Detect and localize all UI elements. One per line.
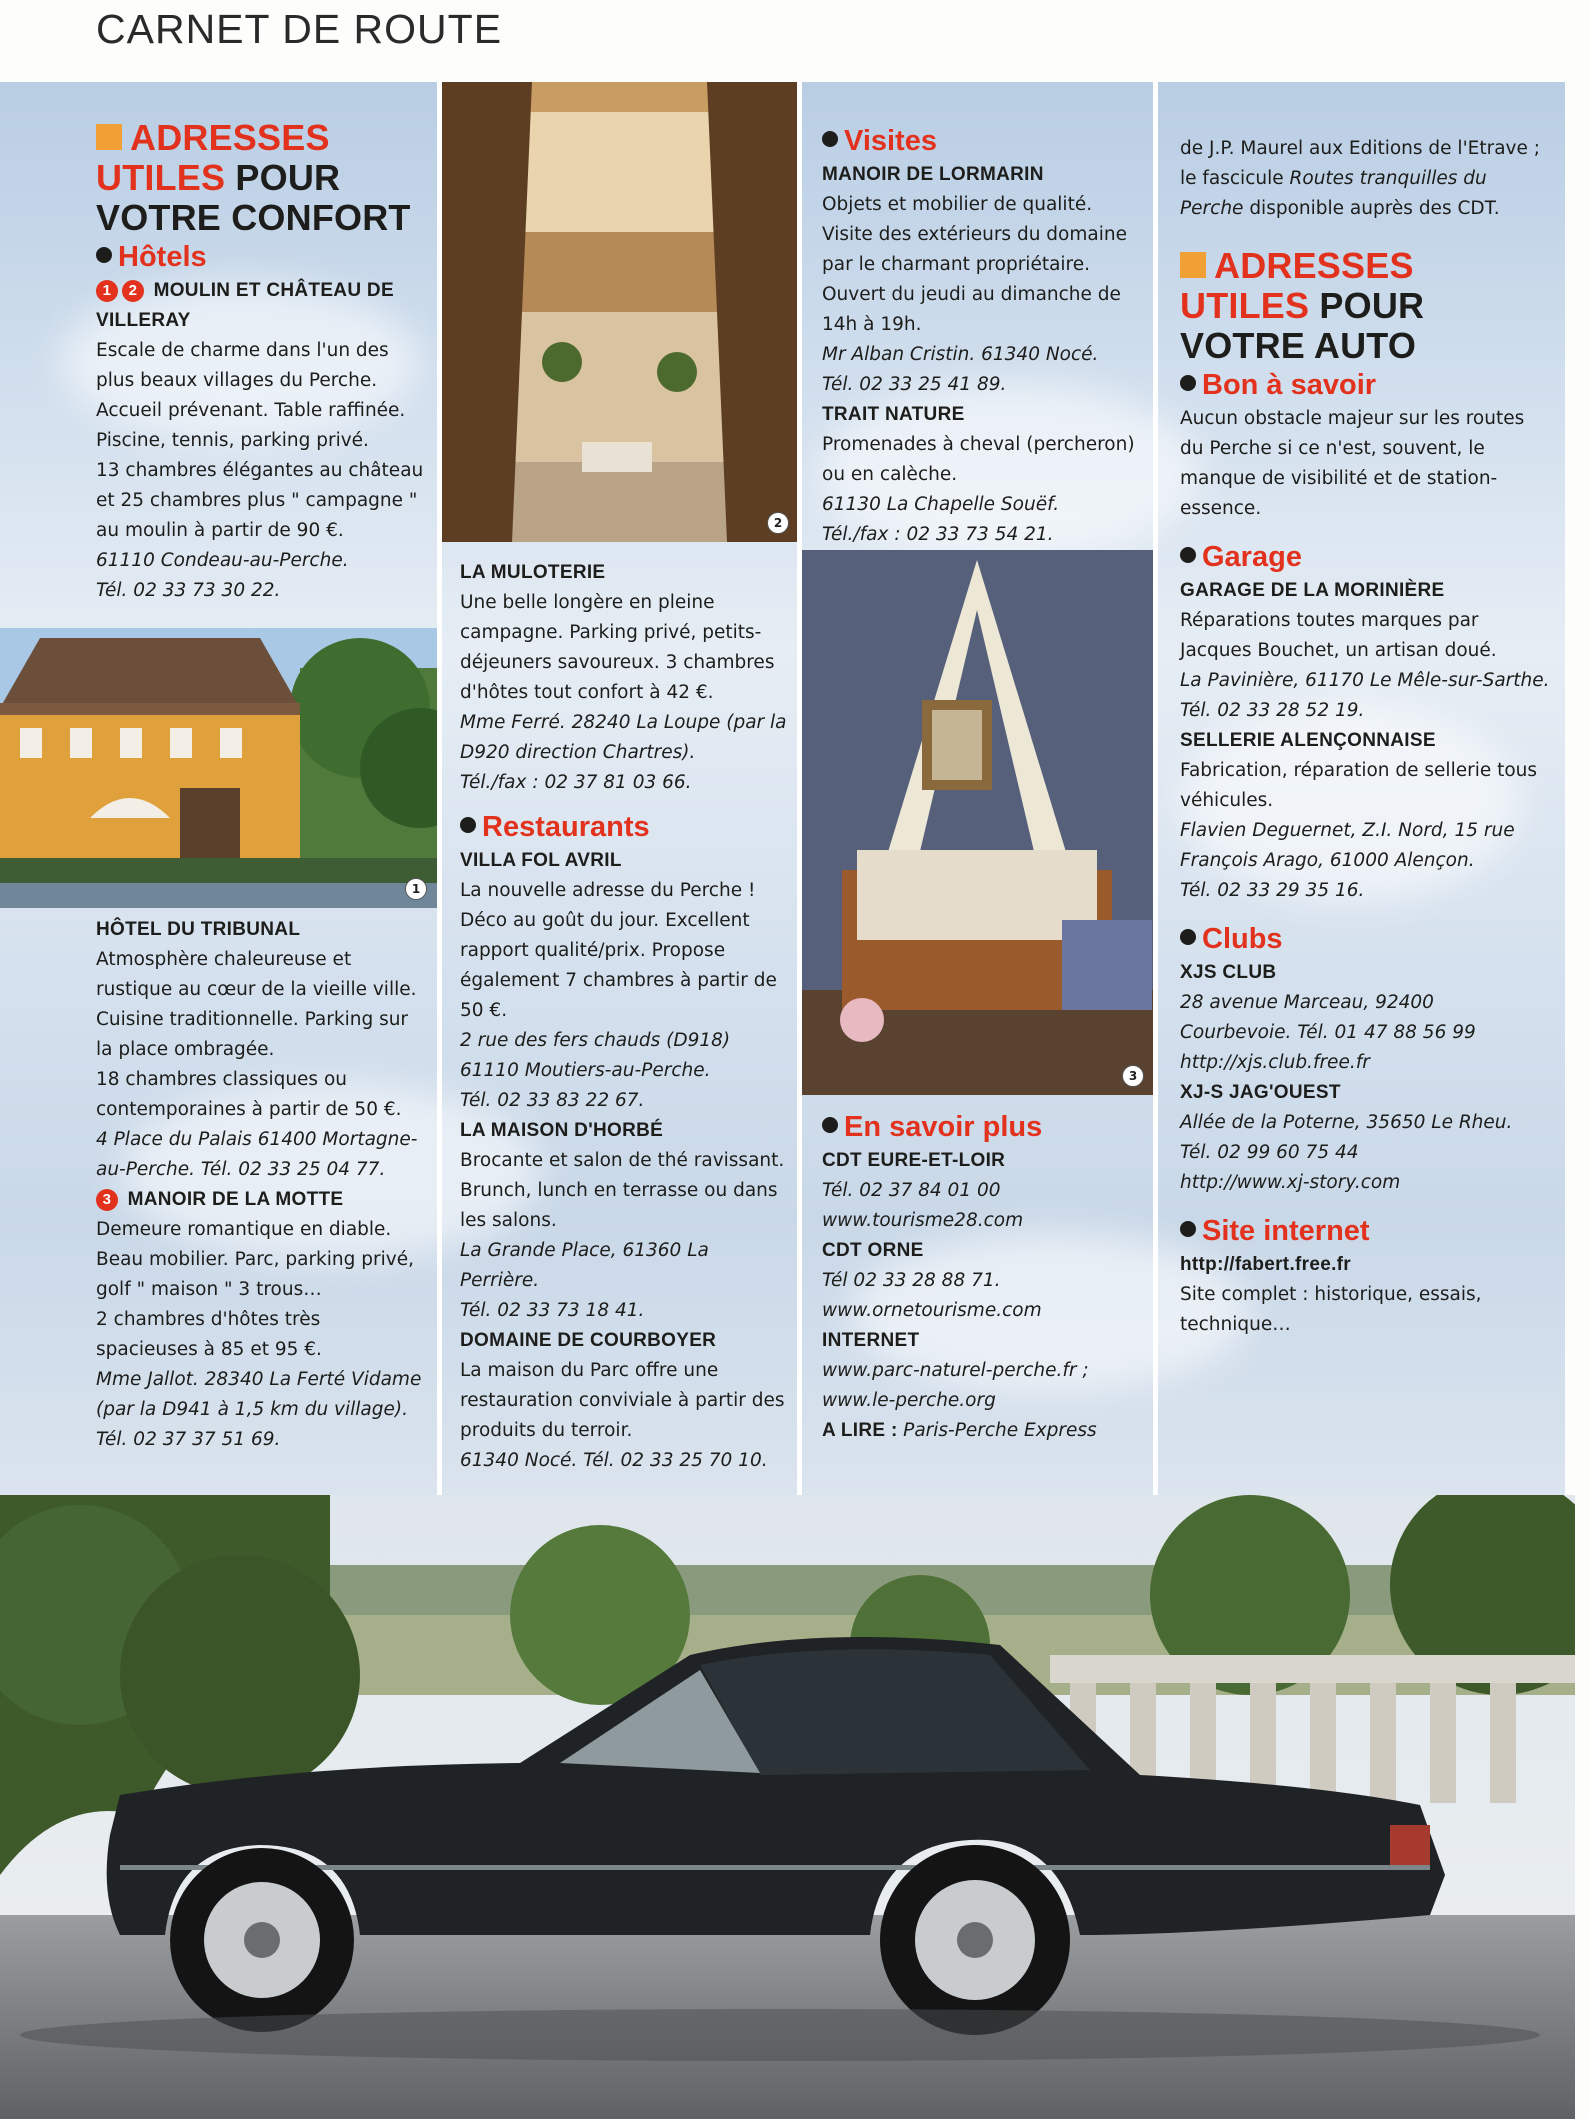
photo-jaguar-landscape: [0, 1495, 1575, 2119]
entry-title-eure: CDT EURE-ET-LOIR: [822, 1150, 1006, 1171]
column-restaurants: [460, 558, 790, 1476]
column-divider: [1153, 82, 1158, 1502]
entry-address: 4 Place du Palais 61400 Mortagne-au-Perche. Tél. 02 33 25 04 77.: [96, 1129, 418, 1180]
entry-text: 2 chambres d'hôtes très spacieuses à 85 et 95 €.: [96, 1309, 322, 1360]
bullet-dot-icon: [460, 817, 476, 833]
entry-address: Mme Ferré. 28240 La Loupe (par la D920 direction Chartres).: [460, 712, 787, 763]
jaguar-xjs-illustration: [0, 1495, 1575, 2119]
entry-title-moriniere: GARAGE DE LA MORINIÈRE: [1180, 580, 1445, 601]
photo-number: 3: [1122, 1065, 1144, 1087]
column-confort: [96, 118, 426, 606]
entry-title-orne: CDT ORNE: [822, 1240, 924, 1261]
entry-text: Escale de charme dans l'un des plus beaux villages du Perche. Accueil prévenant. Table raffinée. Piscine, tennis, parking privé.: [96, 340, 406, 451]
photo-number: 1: [405, 878, 427, 900]
entry-address: Flavien Deguernet, Z.I. Nord, 15 rue François Arago, 61000 Alençon.: [1180, 820, 1515, 871]
entry-text: Atmosphère chaleureuse et rustique au cœur de la vieille ville. Cuisine traditionnelle. Parking sur la place ombragée.: [96, 949, 417, 1060]
entry-text: 18 chambres classiques ou contemporaines à partir de 50 €.: [96, 1069, 402, 1120]
entry-phone: Tél. 02 33 73 18 41.: [460, 1300, 645, 1321]
entry-title-sellerie: SELLERIE ALENÇONNAISE: [1180, 730, 1436, 751]
entry-phone: Tél. 02 33 25 41 89.: [822, 374, 1007, 395]
entry-link[interactable]: www.le-perche.org: [822, 1390, 996, 1411]
entry-title-moulin: 1 2 MOULIN ET CHÂTEAU DE VILLERAY: [96, 280, 394, 331]
entry-text: Promenades à cheval (percheron) ou en calèche.: [822, 434, 1135, 485]
entry-phone: Tél. 02 33 29 35 16.: [1180, 880, 1365, 901]
entry-text: Site complet : historique, essais, technique…: [1180, 1284, 1482, 1335]
entry-title-villa: VILLA FOL AVRIL: [460, 850, 622, 871]
entry-text: le fascicule Routes tranquilles du Perche disponible auprès des CDT.: [1180, 168, 1500, 219]
subheading-restaurants: Restaurants: [460, 808, 790, 846]
bullet-dot-icon: [1180, 929, 1196, 945]
entry-text: Une belle longère en pleine campagne. Parking privé, petits-déjeuners savoureux. 3 chambres d'hôtes tout confort à 42 €.: [460, 592, 775, 703]
column-auto: [1180, 134, 1550, 1340]
subheading-clubs: Clubs: [1180, 920, 1550, 958]
entry-address: Allée de la Poterne, 35650 Le Rheu.: [1180, 1112, 1513, 1133]
bullet-dot-icon: [822, 131, 838, 147]
entry-address: 2 rue des fers chauds (D918) 61110 Moutiers-au-Perche.: [460, 1030, 731, 1081]
interior-illustration: [442, 82, 797, 542]
entry-text: Objets et mobilier de qualité. Visite des extérieurs du domaine par le charmant propriétaire. Ouvert du jeudi au dimanche de 14h à 19h.: [822, 194, 1127, 335]
entry-title-lormarin: MANOIR DE LORMARIN: [822, 164, 1044, 185]
column-confort-lower: [96, 915, 426, 1455]
photo-number: 2: [767, 512, 789, 534]
bullet-dot-icon: [822, 1117, 838, 1133]
entry-phone: Tél. 02 33 83 22 67.: [460, 1090, 645, 1111]
entry-title-horbe: LA MAISON D'HORBÉ: [460, 1120, 664, 1141]
column-visites: [822, 122, 1147, 550]
entry-text: Réparations toutes marques par Jacques Bouchet, un artisan doué.: [1180, 610, 1497, 661]
entry-title-motte: 3 MANOIR DE LA MOTTE: [96, 1185, 426, 1215]
bullet-dot-icon: [1180, 375, 1196, 391]
entry-phone: Tél. 02 37 84 01 00: [822, 1180, 1001, 1201]
entry-text: Brocante et salon de thé ravissant. Brunch, lunch en terrasse ou dans les salons.: [460, 1150, 785, 1231]
entry-link[interactable]: http://xjs.club.free.fr: [1180, 1052, 1370, 1073]
orange-square-icon: [96, 124, 122, 150]
bullet-dot-icon: [1180, 547, 1196, 563]
bullet-dot-icon: [1180, 1221, 1196, 1237]
entry-address: Mr Alban Cristin. 61340 Nocé.: [822, 344, 1099, 365]
entry-title-jag: XJ-S JAG'OUEST: [1180, 1082, 1341, 1103]
photo-interior-curtains: [442, 82, 797, 542]
entry-address: Mme Jallot. 28340 La Ferté Vidame (par la D941 à 1,5 km du village).: [96, 1369, 422, 1420]
entry-address: 61340 Nocé. Tél. 02 33 25 70 10.: [460, 1450, 768, 1471]
entry-title-courboyer: DOMAINE DE COURBOYER: [460, 1330, 717, 1351]
entry-title-tribunal: HÔTEL DU TRIBUNAL: [96, 919, 301, 940]
entry-link[interactable]: www.ornetourisme.com: [822, 1300, 1042, 1321]
entry-text: 13 chambres élégantes au château et 25 chambres plus " campagne " au moulin à partir de 90 €.: [96, 460, 424, 541]
entry-phone: Tél. 02 99 60 75 44: [1180, 1142, 1359, 1163]
entry-address: 61130 La Chapelle Souëf.: [822, 494, 1060, 515]
entry-phone: Tél. 02 33 28 52 19.: [1180, 700, 1365, 721]
entry-address: 28 avenue Marceau, 92400 Courbevoie. Tél. 01 47 88 56 99: [1180, 992, 1476, 1043]
entry-address: La Pavinière, 61170 Le Mêle-sur-Sarthe.: [1180, 670, 1550, 691]
section-heading-auto: ADRESSES UTILES POUR VOTRE AUTO: [1180, 245, 1425, 366]
entry-text: Aucun obstacle majeur sur les routes du Perche si ce n'est, souvent, le manque de visibilité et de station-essence.: [1180, 408, 1525, 519]
moulin-illustration: [0, 628, 437, 908]
entry-address: 61110 Condeau-au-Perche.: [96, 550, 349, 571]
entry-text: La nouvelle adresse du Perche ! Déco au goût du jour. Excellent rapport qualité/prix. Propose également 7 chambres à partir de 50 €.: [460, 880, 777, 1021]
entry-address: La Grande Place, 61360 La Perrière.: [460, 1240, 709, 1291]
entry-link-fabert[interactable]: http://fabert.free.fr: [1180, 1254, 1351, 1275]
page-header-title: CARNET DE ROUTE: [96, 6, 503, 52]
bullet-dot-icon: [96, 247, 112, 263]
subheading-hotels: Hôtels: [96, 238, 426, 276]
entry-lire: A LIRE : Paris-Perche Express: [822, 1420, 1097, 1441]
entry-link[interactable]: www.tourisme28.com: [822, 1210, 1024, 1231]
entry-title-muloterie: LA MULOTERIE: [460, 562, 606, 583]
photo-moulin-villeray: [0, 628, 437, 908]
column-savoir: [822, 1108, 1147, 1446]
entry-phone: Tél. 02 33 73 30 22.: [96, 580, 281, 601]
entry-title-xjs: XJS CLUB: [1180, 962, 1277, 983]
subheading-garage: Garage: [1180, 538, 1550, 576]
subheading-bon: Bon à savoir: [1180, 366, 1550, 404]
entry-link[interactable]: http://www.xj-story.com: [1180, 1172, 1401, 1193]
entry-phone: Tél./fax : 02 33 73 54 21.: [822, 524, 1054, 545]
orange-square-icon: [1180, 252, 1206, 278]
entry-phone: Tél./fax : 02 37 81 03 66.: [460, 772, 692, 793]
entry-phone: Tél 02 33 28 88 71.: [822, 1270, 1001, 1291]
bedroom-illustration: [802, 550, 1153, 1095]
entry-title-trait: TRAIT NATURE: [822, 404, 965, 425]
entry-text: Fabrication, réparation de sellerie tous véhicules.: [1180, 760, 1538, 811]
entry-text: La maison du Parc offre une restauration conviviale à partir des produits du terroir.: [460, 1360, 785, 1441]
entry-link[interactable]: www.parc-naturel-perche.fr ;: [822, 1360, 1089, 1381]
photo-bedroom: [802, 550, 1153, 1095]
section-heading-confort: ADRESSES UTILES POUR VOTRE CONFORT: [96, 117, 411, 238]
entry-text: Demeure romantique en diable. Beau mobilier. Parc, parking privé, golf " maison " 3 trous…: [96, 1219, 414, 1300]
subheading-savoir: En savoir plus: [822, 1108, 1147, 1146]
subheading-site: Site internet: [1180, 1212, 1550, 1250]
entry-phone: Tél. 02 37 37 51 69.: [96, 1429, 281, 1450]
subheading-visites: Visites: [822, 122, 1147, 160]
entry-title-internet: INTERNET: [822, 1330, 920, 1351]
entry-text: de J.P. Maurel aux Editions de l'Etrave ;: [1180, 138, 1540, 159]
